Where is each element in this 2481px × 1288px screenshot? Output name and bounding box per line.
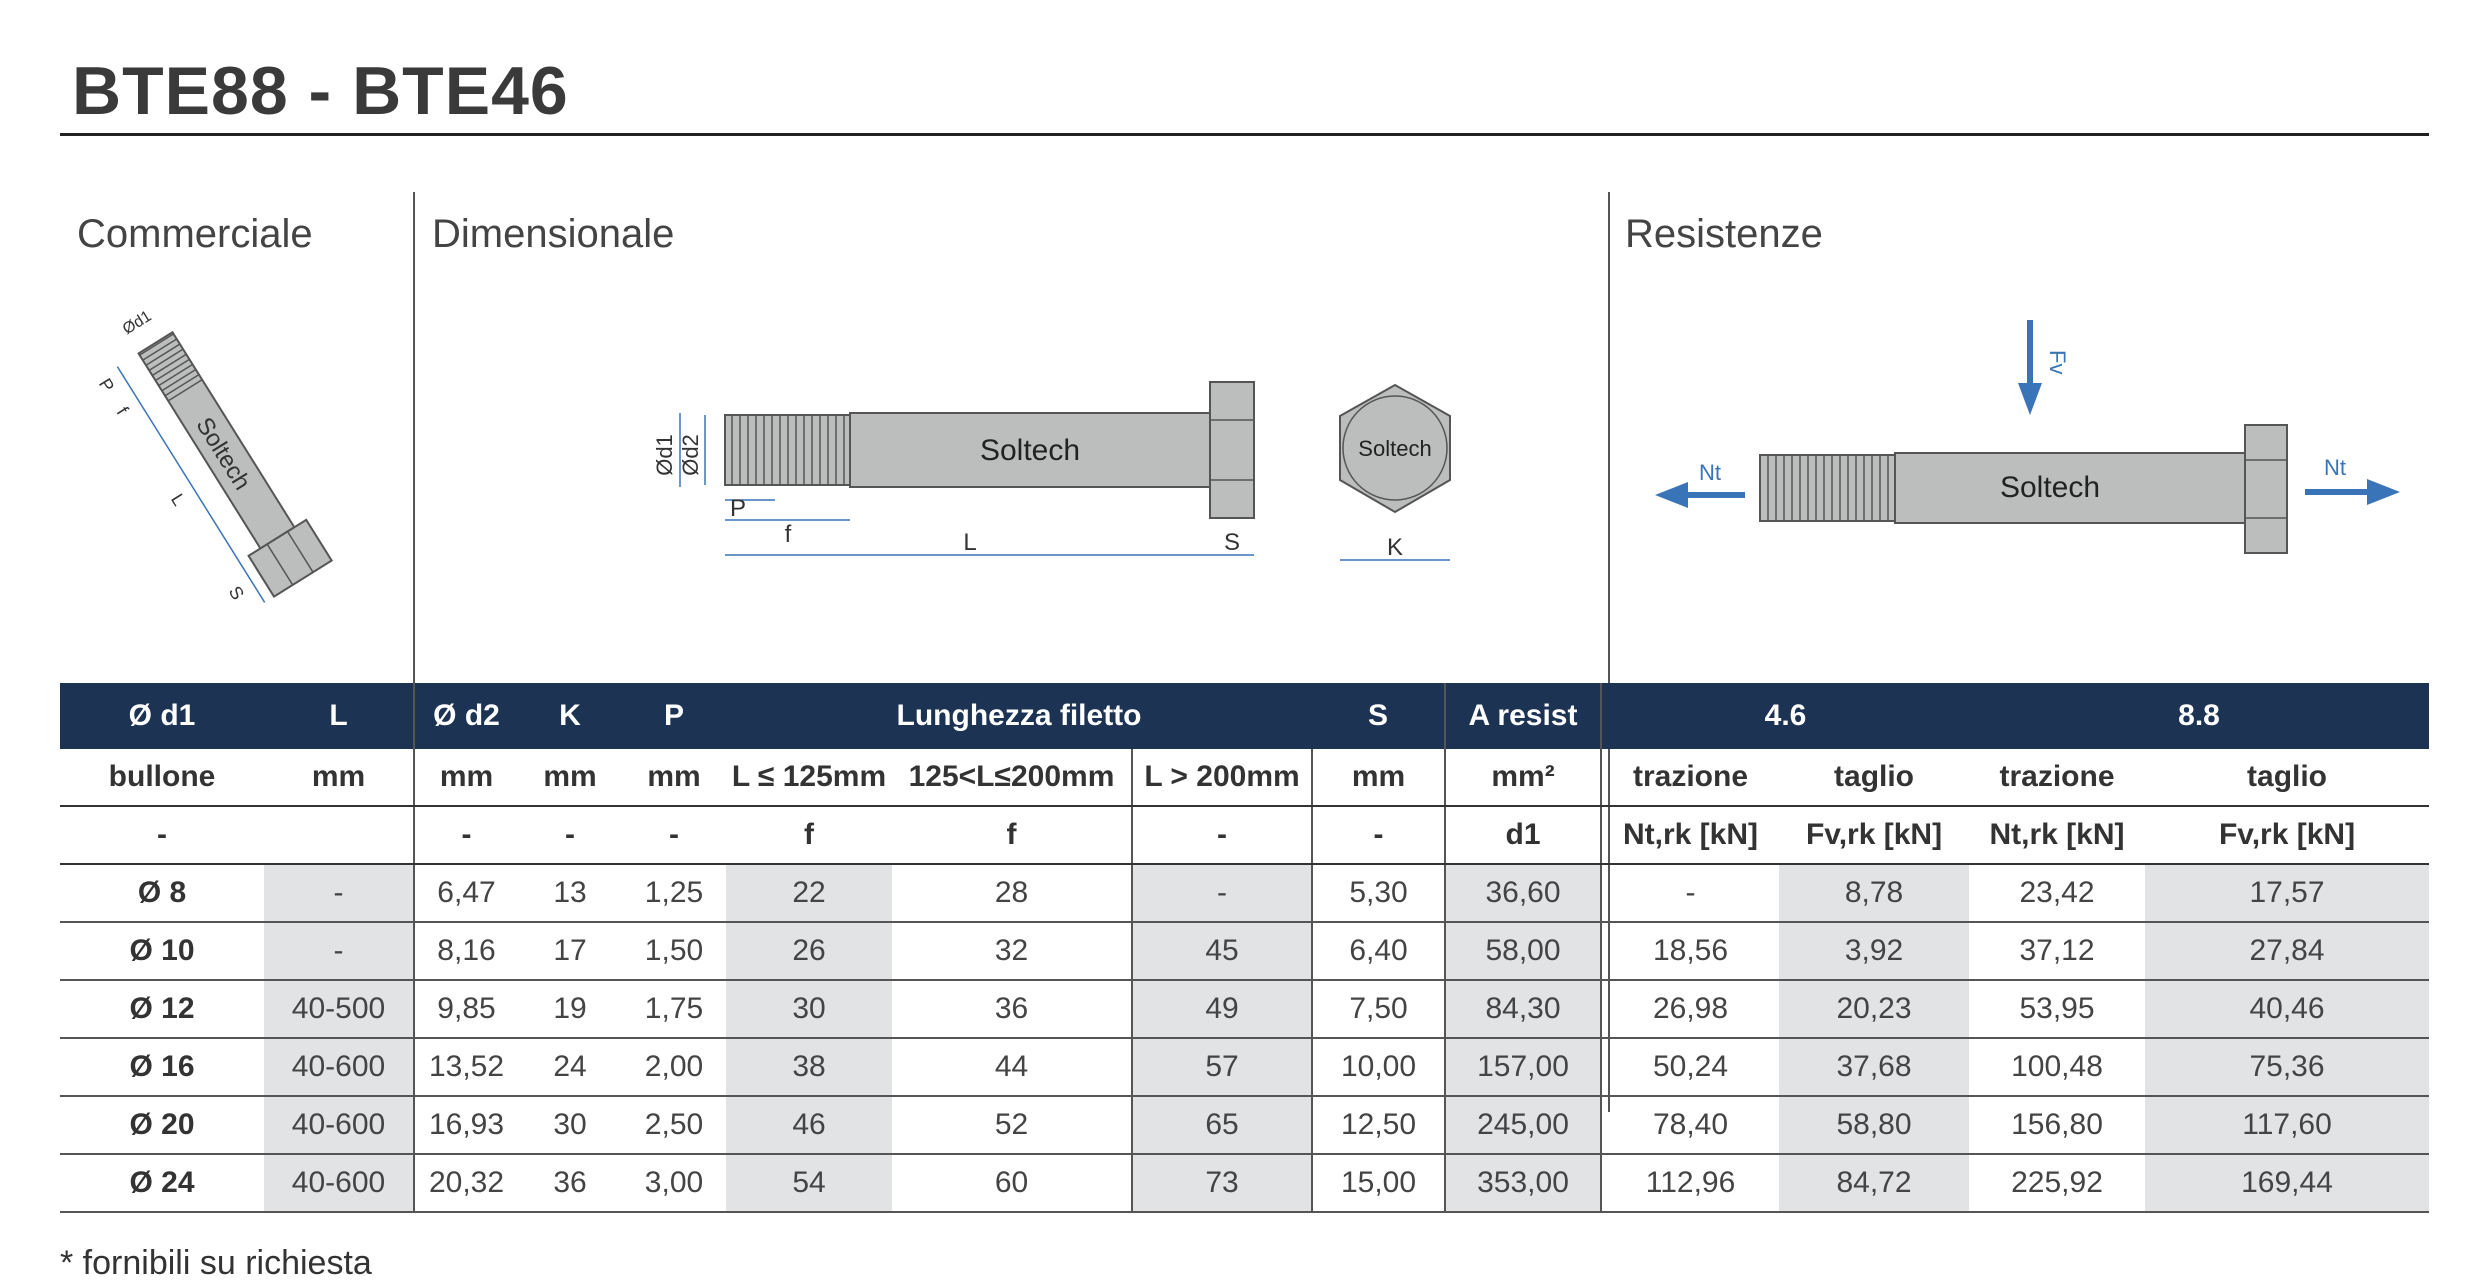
specification-table: [60, 683, 2429, 1213]
table-cell: 22: [726, 864, 892, 922]
table-cell: 9,85: [414, 980, 518, 1038]
table-row-header: Ø 10: [60, 922, 264, 980]
col-8-8: 8.8: [1969, 683, 2429, 749]
table-cell: 16,93: [414, 1096, 518, 1154]
table-cell: 75,36: [2145, 1038, 2429, 1096]
table-cell: 26: [726, 922, 892, 980]
resistenze-brand: Soltech: [1999, 471, 2101, 504]
title-divider: [60, 133, 2429, 136]
commerciale-f-label: f: [112, 403, 133, 419]
subhead3-7: -: [1132, 806, 1312, 864]
subhead3-11: Fv,rk [kN]: [1779, 806, 1969, 864]
table-cell: 28: [892, 864, 1132, 922]
table-cell: 353,00: [1445, 1154, 1601, 1212]
table-row-header: Ø 12: [60, 980, 264, 1038]
table-cell: 15,00: [1312, 1154, 1445, 1212]
table-cell: 40,46: [2145, 980, 2429, 1038]
subhead-taglio-88: taglio: [2145, 749, 2429, 806]
section-label-resistenze: Resistenze: [1625, 212, 1823, 256]
subhead-l125-200: 125<L≤200mm: [892, 749, 1132, 806]
table-cell: 2,00: [622, 1038, 726, 1096]
table-cell: -: [264, 864, 414, 922]
commerciale-d1-label: Ød1: [119, 307, 155, 339]
table-cell: 73: [1132, 1154, 1312, 1212]
commerciale-p-label: P: [94, 374, 119, 396]
section-label-dimensionale: Dimensionale: [432, 212, 675, 256]
table-row-header: Ø 16: [60, 1038, 264, 1096]
table-cell: 117,60: [2145, 1096, 2429, 1154]
table-cell: 20,23: [1779, 980, 1969, 1038]
header-row-1: [60, 683, 2429, 749]
table-cell: -: [1132, 864, 1312, 922]
table-cell: 13: [518, 864, 622, 922]
col-p: P: [622, 683, 726, 749]
subhead-a-unit: mm²: [1445, 749, 1601, 806]
table-cell: 30: [518, 1096, 622, 1154]
table-cell: 19: [518, 980, 622, 1038]
table-cell: 12,50: [1312, 1096, 1445, 1154]
subhead-l200: L > 200mm: [1132, 749, 1312, 806]
commerciale-s-label: S: [224, 582, 249, 604]
table-cell: 20,32: [414, 1154, 518, 1212]
table-cell: 60: [892, 1154, 1132, 1212]
commerciale-l-label: L: [166, 490, 190, 510]
table-row: [60, 1096, 2429, 1154]
table-cell: 169,44: [2145, 1154, 2429, 1212]
dimensionale-d2-label: Ød2: [678, 434, 703, 476]
table-cell: 30: [726, 980, 892, 1038]
fv-label: Fv: [2045, 350, 2070, 375]
section-label-commerciale: Commerciale: [77, 212, 313, 256]
subhead3-9: d1: [1445, 806, 1601, 864]
table-cell: 40-600: [264, 1154, 414, 1212]
table-cell: 24: [518, 1038, 622, 1096]
dimensionale-l-label: L: [963, 529, 977, 556]
table-cell: 84,30: [1445, 980, 1601, 1038]
table-cell: 3,92: [1779, 922, 1969, 980]
table-cell: 37,12: [1969, 922, 2145, 980]
table-cell: 36: [518, 1154, 622, 1212]
table-cell: 50,24: [1601, 1038, 1779, 1096]
dimensionale-brand: Soltech: [979, 434, 1081, 467]
subhead-trazione-88: trazione: [1969, 749, 2145, 806]
table-cell: 1,25: [622, 864, 726, 922]
subhead-k-unit: mm: [518, 749, 622, 806]
table-cell: 54: [726, 1154, 892, 1212]
table-cell: 40-500: [264, 980, 414, 1038]
subhead3-13: Fv,rk [kN]: [2145, 806, 2429, 864]
table-row: [60, 922, 2429, 980]
header-row-3: [60, 806, 2429, 864]
subhead3-12: Nt,rk [kN]: [1969, 806, 2145, 864]
subhead-s-unit: mm: [1312, 749, 1445, 806]
subhead3-5: f: [726, 806, 892, 864]
col-a-resist: A resist: [1445, 683, 1601, 749]
table-cell: 38: [726, 1038, 892, 1096]
table-row-header: Ø 8: [60, 864, 264, 922]
col-l: L: [264, 683, 414, 749]
footnote: * fornibili su richiesta: [60, 1244, 372, 1282]
table-cell: -: [264, 922, 414, 980]
nt-right-label: Nt: [2324, 455, 2346, 480]
table-cell: 44: [892, 1038, 1132, 1096]
table-cell: 26,98: [1601, 980, 1779, 1038]
table-cell: 5,30: [1312, 864, 1445, 922]
table-cell: 53,95: [1969, 980, 2145, 1038]
table-row-header: Ø 24: [60, 1154, 264, 1212]
hex-brand: Soltech: [1358, 436, 1432, 461]
table-cell: 46: [726, 1096, 892, 1154]
col-d2: Ø d2: [414, 683, 518, 749]
subhead3-10: Nt,rk [kN]: [1601, 806, 1779, 864]
dimensionale-p-label: P: [729, 495, 747, 522]
table-cell: 10,00: [1312, 1038, 1445, 1096]
col-4-6: 4.6: [1601, 683, 1969, 749]
table-row: [60, 864, 2429, 922]
dimensionale-bolt-figure: [620, 370, 1280, 580]
table-cell: 57: [1132, 1038, 1312, 1096]
table-row-header: Ø 20: [60, 1096, 264, 1154]
table-cell: 27,84: [2145, 922, 2429, 980]
resistenze-bolt-figure: [1640, 315, 2420, 565]
table-row: [60, 1038, 2429, 1096]
commerciale-brand: Soltech: [190, 412, 256, 495]
subhead3-4: -: [622, 806, 726, 864]
subhead3-6: f: [892, 806, 1132, 864]
dimensionale-d1-label: Ød1: [652, 434, 677, 476]
subhead3-2: -: [414, 806, 518, 864]
table-cell: 7,50: [1312, 980, 1445, 1038]
header-row-2: [60, 749, 2429, 806]
hex-k-label: K: [1386, 534, 1404, 561]
table-cell: 1,50: [622, 922, 726, 980]
col-k: K: [518, 683, 622, 749]
subhead-d2-unit: mm: [414, 749, 518, 806]
table-cell: 17: [518, 922, 622, 980]
hex-head-figure: [1330, 380, 1460, 570]
table-cell: 37,68: [1779, 1038, 1969, 1096]
subhead-l-unit: mm: [264, 749, 414, 806]
table-cell: 8,16: [414, 922, 518, 980]
table-cell: 112,96: [1601, 1154, 1779, 1212]
table-cell: 32: [892, 922, 1132, 980]
table-cell: 58,00: [1445, 922, 1601, 980]
table-cell: 100,48: [1969, 1038, 2145, 1096]
table-cell: 3,00: [622, 1154, 726, 1212]
col-s: S: [1312, 683, 1445, 749]
table-row: [60, 980, 2429, 1038]
table-cell: 17,57: [2145, 864, 2429, 922]
subhead3-0: -: [60, 806, 264, 864]
table-cell: 36: [892, 980, 1132, 1038]
table-cell: 1,75: [622, 980, 726, 1038]
table-cell: 18,56: [1601, 922, 1779, 980]
table-cell: 49: [1132, 980, 1312, 1038]
table-cell: 78,40: [1601, 1096, 1779, 1154]
subhead-p-unit: mm: [622, 749, 726, 806]
subhead3-8: -: [1312, 806, 1445, 864]
table-cell: 6,47: [414, 864, 518, 922]
page-title: BTE88 - BTE46: [72, 53, 569, 129]
table-cell: 36,60: [1445, 864, 1601, 922]
dimensionale-f-label: f: [784, 521, 792, 548]
table-cell: 13,52: [414, 1038, 518, 1096]
col-lunghezza-filetto: Lunghezza filetto: [726, 683, 1312, 749]
subhead3-3: -: [518, 806, 622, 864]
subhead-l125: L ≤ 125mm: [726, 749, 892, 806]
table-cell: 58,80: [1779, 1096, 1969, 1154]
table-cell: 52: [892, 1096, 1132, 1154]
dimensionale-s-label: S: [1223, 529, 1241, 556]
table-cell: 45: [1132, 922, 1312, 980]
table-cell: 245,00: [1445, 1096, 1601, 1154]
table-cell: 65: [1132, 1096, 1312, 1154]
subhead-trazione-46: trazione: [1601, 749, 1779, 806]
table-cell: -: [1601, 864, 1779, 922]
col-d1: Ø d1: [60, 683, 264, 749]
nt-left-label: Nt: [1699, 460, 1721, 485]
table-cell: 84,72: [1779, 1154, 1969, 1212]
commerciale-bolt-figure: [70, 285, 400, 655]
table-cell: 23,42: [1969, 864, 2145, 922]
subhead3-1: [264, 806, 414, 864]
table-cell: 156,80: [1969, 1096, 2145, 1154]
table-cell: 2,50: [622, 1096, 726, 1154]
table-cell: 225,92: [1969, 1154, 2145, 1212]
table-cell: 40-600: [264, 1096, 414, 1154]
table-cell: 8,78: [1779, 864, 1969, 922]
subhead-taglio-46: taglio: [1779, 749, 1969, 806]
table-cell: 157,00: [1445, 1038, 1601, 1096]
table-row: [60, 1154, 2429, 1212]
subhead-bullone: bullone: [60, 749, 264, 806]
table-cell: 40-600: [264, 1038, 414, 1096]
table-cell: 6,40: [1312, 922, 1445, 980]
